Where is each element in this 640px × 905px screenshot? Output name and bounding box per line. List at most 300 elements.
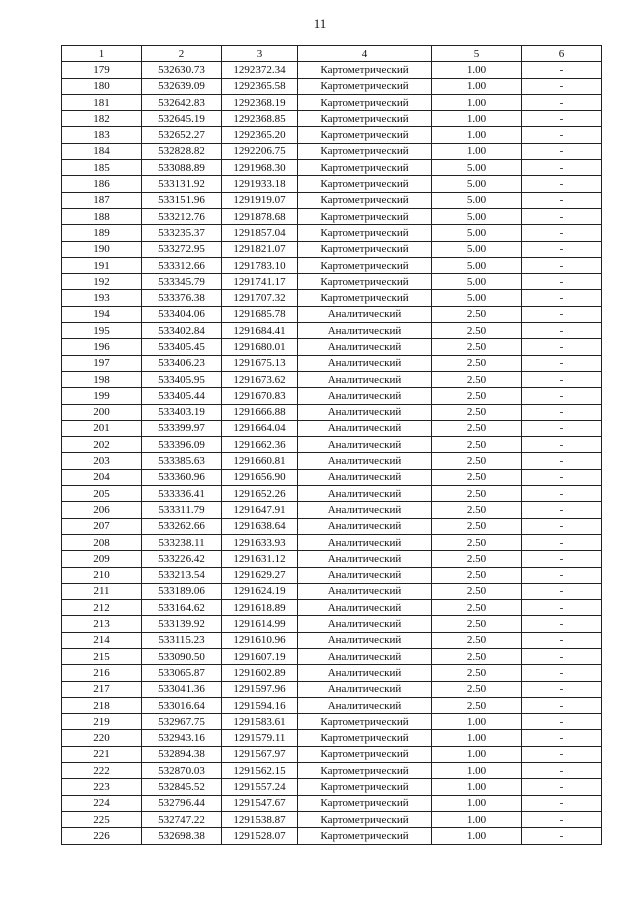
table-cell: 1291783.10 [222,257,298,273]
table-row [62,811,602,827]
table-cell: Аналитический [298,648,432,664]
table-cell: 2.50 [432,665,522,681]
table-cell: 2.50 [432,388,522,404]
table-header-row [62,46,602,62]
table-row [62,486,602,502]
table-cell: - [522,518,602,534]
table-cell: Картометрический [298,290,432,306]
table-cell: 208 [62,534,142,550]
table-cell: 1.00 [432,62,522,78]
table-cell: Картометрический [298,127,432,143]
table-row [62,355,602,371]
table-cell: 532645.19 [142,111,222,127]
table-cell: - [522,257,602,273]
table-cell: 182 [62,111,142,127]
table-cell: 2.50 [432,583,522,599]
table-cell: - [522,420,602,436]
column-header: 3 [222,46,298,62]
table-cell: 533235.37 [142,225,222,241]
table-row [62,795,602,811]
table-cell: 1.00 [432,714,522,730]
table-cell: 533311.79 [142,502,222,518]
table-cell: Картометрический [298,828,432,844]
table-cell: 532652.27 [142,127,222,143]
table-cell: 197 [62,355,142,371]
table-cell: 2.50 [432,518,522,534]
table-cell: Аналитический [298,404,432,420]
table-cell: 533238.11 [142,534,222,550]
table-cell: 5.00 [432,257,522,273]
table-cell: 1291633.93 [222,534,298,550]
table-row [62,192,602,208]
table-cell: 2.50 [432,323,522,339]
table-cell: Картометрический [298,746,432,762]
table-cell: 1291821.07 [222,241,298,257]
table-cell: 211 [62,583,142,599]
table-row [62,616,602,632]
table-row [62,323,602,339]
table-cell: - [522,143,602,159]
table-cell: Аналитический [298,697,432,713]
table-cell: - [522,714,602,730]
table-cell: 1291662.36 [222,437,298,453]
table-cell: - [522,111,602,127]
table-cell: 533065.87 [142,665,222,681]
table-cell: 214 [62,632,142,648]
table-cell: 185 [62,160,142,176]
table-cell: 216 [62,665,142,681]
table-cell: Аналитический [298,551,432,567]
table-cell: 1291675.13 [222,355,298,371]
table-cell: 532967.75 [142,714,222,730]
table-cell: - [522,274,602,290]
table-cell: 1291579.11 [222,730,298,746]
table-cell: - [522,779,602,795]
table-cell: 533131.92 [142,176,222,192]
table-cell: 1291567.97 [222,746,298,762]
table-cell: 2.50 [432,486,522,502]
table-body [62,62,602,844]
table-row [62,714,602,730]
table-cell: 533164.62 [142,600,222,616]
table-cell: 1291684.41 [222,323,298,339]
table-cell: 1291631.12 [222,551,298,567]
table-cell: 1291664.04 [222,420,298,436]
table-cell: 1291624.19 [222,583,298,599]
table-cell: Картометрический [298,225,432,241]
table-cell: 2.50 [432,534,522,550]
table-cell: Картометрический [298,78,432,94]
table-cell: 533090.50 [142,648,222,664]
table-cell: Картометрический [298,241,432,257]
table-cell: 204 [62,469,142,485]
table-cell: Картометрический [298,143,432,159]
table-cell: 532796.44 [142,795,222,811]
table-cell: 532698.38 [142,828,222,844]
table-cell: 2.50 [432,306,522,322]
table-cell: 533262.66 [142,518,222,534]
table-row [62,600,602,616]
table-row [62,453,602,469]
table-cell: 5.00 [432,274,522,290]
table-cell: 196 [62,339,142,355]
table-cell: 1291670.83 [222,388,298,404]
table-cell: 183 [62,127,142,143]
table-row [62,420,602,436]
table-cell: 1291597.96 [222,681,298,697]
table-cell: Картометрический [298,274,432,290]
table-cell: 533139.92 [142,616,222,632]
table-row [62,632,602,648]
table-cell: 1291968.30 [222,160,298,176]
table-cell: - [522,241,602,257]
table-cell: - [522,648,602,664]
table-cell: - [522,795,602,811]
table-row [62,469,602,485]
table-cell: 533405.95 [142,371,222,387]
table-row [62,518,602,534]
table-row [62,828,602,844]
table-cell: Картометрический [298,176,432,192]
table-cell: 1292368.19 [222,94,298,110]
table-cell: 533212.76 [142,208,222,224]
table-cell: 2.50 [432,469,522,485]
table-cell: 2.50 [432,567,522,583]
table-cell: Аналитический [298,681,432,697]
table-cell: 1291673.62 [222,371,298,387]
table-row [62,306,602,322]
table-cell: Аналитический [298,453,432,469]
table-cell: 1291707.32 [222,290,298,306]
table-cell: 2.50 [432,339,522,355]
table-cell: 217 [62,681,142,697]
table-cell: 1291528.07 [222,828,298,844]
table-cell: 2.50 [432,371,522,387]
table-cell: 533406.23 [142,355,222,371]
table-cell: Аналитический [298,388,432,404]
table-cell: 533213.54 [142,567,222,583]
table-cell: - [522,388,602,404]
table-cell: 533396.09 [142,437,222,453]
table-row [62,290,602,306]
table-row [62,208,602,224]
table-cell: 192 [62,274,142,290]
table-cell: Картометрический [298,730,432,746]
table-cell: Картометрический [298,779,432,795]
table-cell: 193 [62,290,142,306]
table-cell: 1292372.34 [222,62,298,78]
table-cell: 1291607.19 [222,648,298,664]
table-cell: 532894.38 [142,746,222,762]
table-cell: 202 [62,437,142,453]
page-number: 11 [313,16,327,31]
table-cell: 532639.09 [142,78,222,94]
table-cell: 1.00 [432,779,522,795]
table-cell: - [522,192,602,208]
coordinates-table [61,45,602,845]
table-cell: Аналитический [298,355,432,371]
table-cell: Картометрический [298,763,432,779]
table-cell: - [522,567,602,583]
table-cell: 533151.96 [142,192,222,208]
table-cell: 533272.95 [142,241,222,257]
table-cell: 1.00 [432,746,522,762]
table-cell: - [522,616,602,632]
table-cell: 207 [62,518,142,534]
table-cell: 2.50 [432,681,522,697]
table-cell: 533016.64 [142,697,222,713]
table-cell: 533360.96 [142,469,222,485]
table-cell: - [522,600,602,616]
column-header: 1 [62,46,142,62]
table-cell: Картометрический [298,111,432,127]
table-cell: 1.00 [432,811,522,827]
table-cell: 226 [62,828,142,844]
table-cell: Аналитический [298,600,432,616]
table-cell: 1.00 [432,730,522,746]
table-cell: 225 [62,811,142,827]
table-cell: Картометрический [298,714,432,730]
table-cell: Картометрический [298,94,432,110]
table-cell: Картометрический [298,811,432,827]
table-cell: 532870.03 [142,763,222,779]
table-cell: Аналитический [298,665,432,681]
table-cell: 2.50 [432,502,522,518]
table-cell: - [522,437,602,453]
table-cell: 2.50 [432,437,522,453]
table-row [62,404,602,420]
table-cell: - [522,469,602,485]
table-cell: 2.50 [432,632,522,648]
table-cell: - [522,730,602,746]
table-cell: 189 [62,225,142,241]
table-cell: Аналитический [298,486,432,502]
table-cell: 186 [62,176,142,192]
table-cell: 1292365.58 [222,78,298,94]
table-cell: Аналитический [298,420,432,436]
table-row [62,665,602,681]
table-cell: 188 [62,208,142,224]
table-cell: 181 [62,94,142,110]
table-cell: 533088.89 [142,160,222,176]
table-cell: 1291583.61 [222,714,298,730]
table-cell: 5.00 [432,176,522,192]
table-cell: 1291647.91 [222,502,298,518]
table-cell: Аналитический [298,632,432,648]
table-cell: Аналитический [298,502,432,518]
table-cell: 1291666.88 [222,404,298,420]
table-cell: 1291562.15 [222,763,298,779]
table-row [62,143,602,159]
table-cell: 1.00 [432,94,522,110]
table-cell: 533404.06 [142,306,222,322]
table-row [62,648,602,664]
table-cell: 209 [62,551,142,567]
table-cell: 210 [62,567,142,583]
table-cell: 5.00 [432,290,522,306]
table-cell: - [522,763,602,779]
table-cell: 533115.23 [142,632,222,648]
table-cell: Аналитический [298,339,432,355]
table-row [62,567,602,583]
table-cell: 533405.44 [142,388,222,404]
table-cell: 533402.84 [142,323,222,339]
table-cell: 218 [62,697,142,713]
table-cell: - [522,78,602,94]
table-cell: Картометрический [298,795,432,811]
table-cell: 191 [62,257,142,273]
table-cell: - [522,355,602,371]
table-cell: Аналитический [298,371,432,387]
table-cell: 1291594.16 [222,697,298,713]
table-cell: 2.50 [432,404,522,420]
table-cell: 1291557.24 [222,779,298,795]
table-cell: - [522,290,602,306]
column-header: 5 [432,46,522,62]
table-row [62,225,602,241]
table-cell: 533312.66 [142,257,222,273]
table-cell: 5.00 [432,225,522,241]
table-cell: 201 [62,420,142,436]
table-row [62,257,602,273]
table-cell: 533041.36 [142,681,222,697]
table-row [62,388,602,404]
table-row [62,779,602,795]
table-cell: - [522,453,602,469]
table-cell: Аналитический [298,567,432,583]
table-cell: 2.50 [432,697,522,713]
table-cell: 2.50 [432,420,522,436]
table-cell: 224 [62,795,142,811]
table-cell: 533405.45 [142,339,222,355]
table-cell: 1291680.01 [222,339,298,355]
table-row [62,551,602,567]
table-cell: - [522,339,602,355]
table-cell: Аналитический [298,437,432,453]
table-cell: 533403.19 [142,404,222,420]
table-cell: 1.00 [432,143,522,159]
table-cell: Картометрический [298,62,432,78]
table-cell: Картометрический [298,192,432,208]
table-cell: 1.00 [432,828,522,844]
table-cell: 1291660.81 [222,453,298,469]
table-row [62,730,602,746]
table-cell: 532943.16 [142,730,222,746]
column-header: 4 [298,46,432,62]
table-cell: 1291614.99 [222,616,298,632]
table-cell: 213 [62,616,142,632]
table-cell: - [522,486,602,502]
table-cell: 1.00 [432,111,522,127]
table-cell: 1291656.90 [222,469,298,485]
table-cell: 532845.52 [142,779,222,795]
table-cell: 1291638.64 [222,518,298,534]
table-cell: 1291652.26 [222,486,298,502]
table-cell: 532630.73 [142,62,222,78]
table-row [62,160,602,176]
table-cell: - [522,62,602,78]
table-row [62,127,602,143]
table-cell: 2.50 [432,648,522,664]
table-cell: 1291933.18 [222,176,298,192]
table-cell: 532747.22 [142,811,222,827]
table-cell: Картометрический [298,257,432,273]
column-header: 6 [522,46,602,62]
table-cell: 533226.42 [142,551,222,567]
table-cell: 533189.06 [142,583,222,599]
table-row [62,94,602,110]
table-cell: - [522,371,602,387]
table-cell: 1292365.20 [222,127,298,143]
table-cell: - [522,746,602,762]
table-cell: 1.00 [432,763,522,779]
table-row [62,746,602,762]
table-cell: 1291685.78 [222,306,298,322]
table-cell: - [522,681,602,697]
table-cell: 184 [62,143,142,159]
table-cell: 1291610.96 [222,632,298,648]
table-cell: - [522,160,602,176]
table-cell: 5.00 [432,208,522,224]
table-cell: 2.50 [432,551,522,567]
table-row [62,78,602,94]
table-cell: 532642.83 [142,94,222,110]
table-cell: 212 [62,600,142,616]
table-cell: 533399.97 [142,420,222,436]
table-cell: - [522,225,602,241]
table-cell: 533376.38 [142,290,222,306]
table-cell: - [522,534,602,550]
table-cell: 1.00 [432,127,522,143]
table-cell: Аналитический [298,306,432,322]
table-cell: 2.50 [432,355,522,371]
table-cell: 533345.79 [142,274,222,290]
table-cell: - [522,697,602,713]
table-row [62,681,602,697]
table-row [62,697,602,713]
table-cell: 1291857.04 [222,225,298,241]
table-cell: 199 [62,388,142,404]
table-cell: 206 [62,502,142,518]
table-cell: 1.00 [432,795,522,811]
table-cell: 2.50 [432,453,522,469]
table-row [62,534,602,550]
table-cell: 1292206.75 [222,143,298,159]
table-cell: 215 [62,648,142,664]
table-cell: - [522,404,602,420]
table-row [62,437,602,453]
table-cell: 1291878.68 [222,208,298,224]
table-row [62,763,602,779]
table-row [62,111,602,127]
table-cell: - [522,323,602,339]
table-cell: 222 [62,763,142,779]
table-cell: - [522,811,602,827]
table-cell: - [522,502,602,518]
table-cell: 187 [62,192,142,208]
table-cell: - [522,828,602,844]
table-row [62,176,602,192]
table-cell: - [522,176,602,192]
table-cell: 203 [62,453,142,469]
table-cell: - [522,208,602,224]
table-cell: 180 [62,78,142,94]
table-cell: 1291538.87 [222,811,298,827]
table-cell: - [522,632,602,648]
table-cell: Аналитический [298,323,432,339]
table-cell: 1291919.07 [222,192,298,208]
table-cell: 221 [62,746,142,762]
